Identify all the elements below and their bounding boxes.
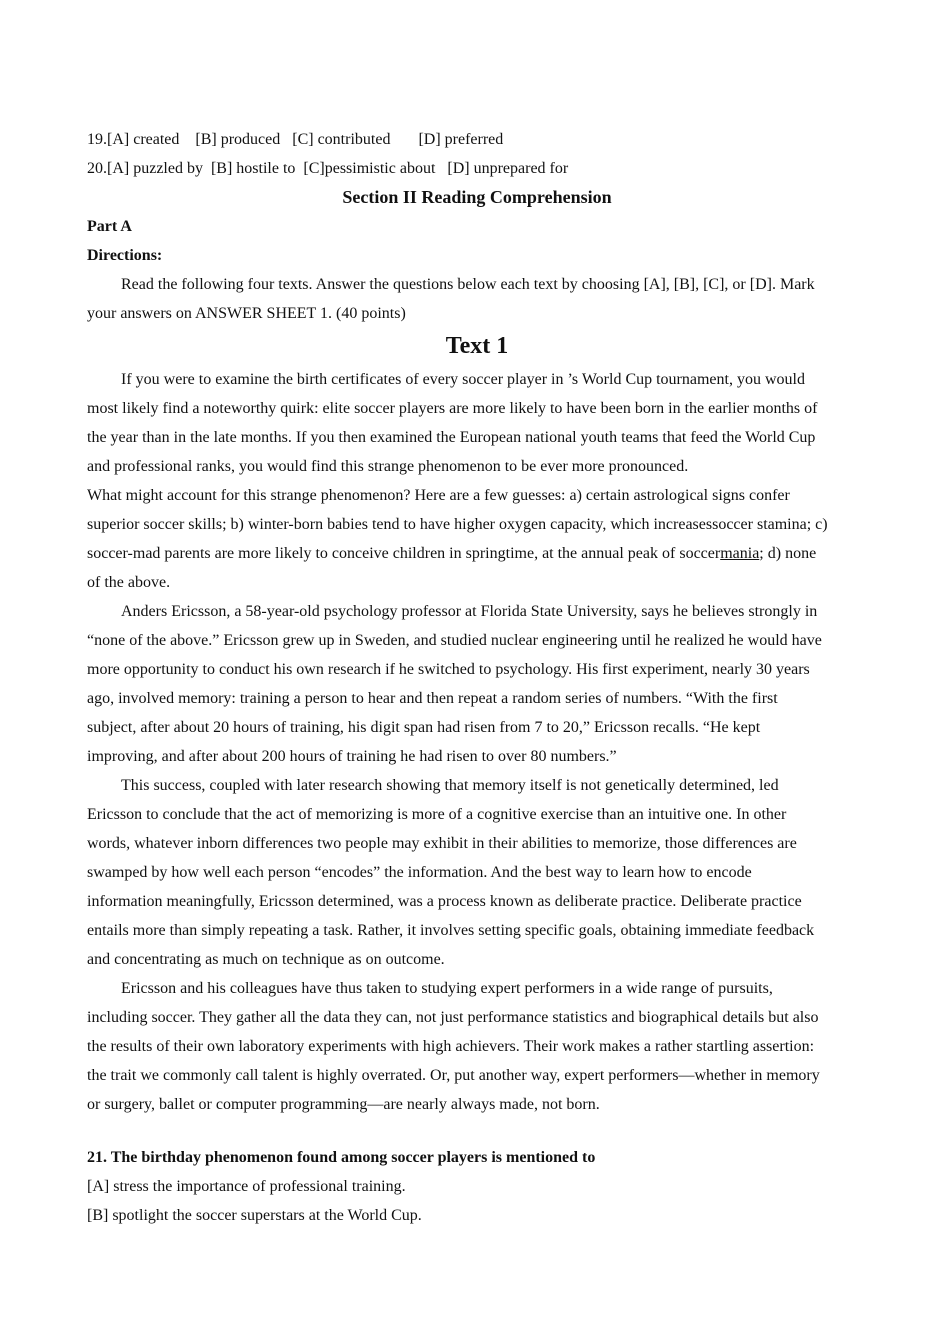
paragraph-line: and professional ranks, you would find this strange phenomenon to be ever more pronounced. [87, 458, 689, 475]
paragraph-line: Ericsson to conclude that the act of memorizing is more of a cognitive exercise than an intuitive one. In other [87, 806, 787, 823]
paragraph-line: What might account for this strange phenomenon? Here are a few guesses: a) certain astrological signs confer [87, 487, 790, 504]
paragraph-line: ago, involved memory: training a person to hear and then repeat a random series of numbers. “With the first [87, 690, 778, 707]
paragraph-line: and concentrating as much on technique as on outcome. [87, 951, 445, 968]
directions-line-1: Read the following four texts. Answer the questions below each text by choosing [A], [B], [C], or [D]. Mark [121, 276, 815, 293]
directions-line-2: your answers on ANSWER SHEET 1. (40 points) [87, 305, 406, 322]
paragraph-line: words, whatever inborn differences two people may exhibit in their abilities to memorize, those differences are [87, 835, 797, 852]
paragraph-line: superior soccer skills; b) winter-born babies tend to have higher oxygen capacity, which increasessoccer stamina; c) [87, 516, 828, 533]
paragraph-line: more opportunity to conduct his own research if he switched to psychology. His first experiment, nearly 30 years [87, 661, 810, 678]
paragraph-line: “none of the above.” Ericsson grew up in Sweden, and studied nuclear engineering until he realized he would have [87, 632, 822, 649]
paragraph-line: If you were to examine the birth certificates of every soccer player in ’s World Cup tournament, you would [121, 371, 805, 388]
paragraph-line: including soccer. They gather all the data they can, not just performance statistics and biographical details but also [87, 1009, 819, 1026]
question-21-option-b: [B] spotlight the soccer superstars at the World Cup. [87, 1207, 422, 1224]
document-page [87, 125, 867, 1230]
paragraph-line: swamped by how well each person “encodes” the information. And the best way to learn how to encode [87, 864, 752, 881]
part-label: Part A [87, 218, 132, 235]
paragraph-line: Ericsson and his colleagues have thus taken to studying expert performers in a wide range of pursuits, [121, 980, 773, 997]
paragraph-line: Anders Ericsson, a 58-year-old psychology professor at Florida State University, says he believes strongly in [121, 603, 818, 620]
question-20: 20.[A] puzzled by [B] hostile to [C]pessimistic about [D] unprepared for [87, 160, 569, 177]
paragraph-line: the results of their own laboratory experiments with high achievers. Their work makes a rather startling assertion: [87, 1038, 815, 1055]
underlined-word: mania [720, 545, 760, 562]
question-21-option-a: [A] stress the importance of professional training. [87, 1178, 406, 1195]
paragraph-line: most likely find a noteworthy quirk: elite soccer players are more likely to have been born in the earlier months of [87, 400, 818, 417]
section-title: Section II Reading Comprehension [342, 187, 612, 207]
paragraph-3 [87, 597, 867, 771]
paragraph-line: entails more than simply repeating a task. Rather, it involves setting specific goals, obtaining immediate feedback [87, 922, 815, 939]
text-title: Text 1 [445, 333, 509, 359]
paragraph-line: the year than in the late months. If you then examined the European national youth teams that feed the World Cup [87, 429, 816, 446]
paragraph-line: subject, after about 20 hours of training, his digit span had risen from 7 to 20,” Ericsson recalls. “He kept [87, 719, 761, 736]
question-21-stem: 21. The birthday phenomenon found among soccer players is mentioned to [87, 1149, 596, 1166]
paragraph-line: This success, coupled with later research showing that memory itself is not genetically determined, led [121, 777, 779, 794]
paragraph-5 [87, 974, 867, 1119]
paragraph-line: improving, and after about 200 hours of training he had risen to over 80 numbers.” [87, 748, 617, 765]
paragraph-line: of the above. [87, 574, 171, 591]
paragraph-line: information meaningfully, Ericsson determined, was a process known as deliberate practice. Deliberate practice [87, 893, 802, 910]
paragraph-line: or surgery, ballet or computer programming—are nearly always made, not born. [87, 1096, 600, 1113]
spacer [87, 1119, 867, 1143]
paragraph-line: soccer-mad parents are more likely to conceive children in springtime, at the annual peak of soccermania; d) none [87, 545, 817, 562]
paragraph-4 [87, 771, 867, 974]
paragraph-2 [87, 481, 867, 597]
paragraph-1 [87, 365, 867, 481]
question-19: 19.[A] created [B] produced [C] contributed [D] preferred [87, 131, 504, 148]
directions-label: Directions: [87, 247, 163, 264]
paragraph-line: the trait we commonly call talent is highly overrated. Or, put another way, expert performers—whether in memory [87, 1067, 820, 1084]
